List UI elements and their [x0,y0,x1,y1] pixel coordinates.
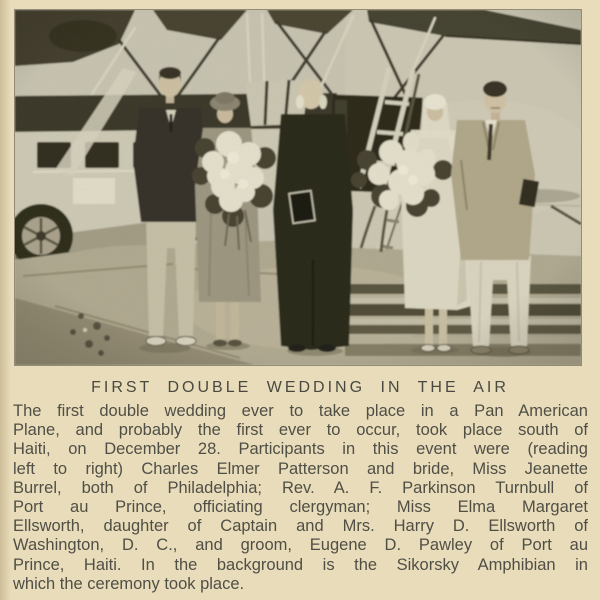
page-edge-shadow [0,0,11,600]
caption-line: Ellsworth, daughter of Captain and Mrs. Harry D. Ellsworth of [13,517,588,536]
caption-line: Plane, and probably the first ever to occur, took place south of [13,421,588,440]
photo-caption-headline: FIRST DOUBLE WEDDING IN THE AIR [91,379,509,396]
photo-grain [15,10,581,365]
caption-line: Haiti, on December 28. Participants in this event were (reading [13,440,588,459]
caption-body-text [13,402,588,594]
wedding-photo-illustration [15,10,581,365]
caption-line: The first double wedding ever to take place in a Pan American [13,402,588,420]
caption-line: Port au Prince, officiating clergyman; Miss Elma Margaret [13,497,588,516]
wedding-photo [14,9,582,366]
caption-line: Prince, Haiti. In the background is the Sikorsky Amphibian in [13,555,588,574]
caption-line: Burrel, both of Philadelphia; Rev. A. F. Parkinson Turnbull of [13,478,588,497]
caption-line: Washington, D. C., and groom, Eugene D. Pawley of Port au [13,536,588,555]
caption-line: left to right) Charles Elmer Patterson and bride, Miss Jeanette [13,459,588,478]
caption-line: which the ceremony took place. [13,574,245,593]
